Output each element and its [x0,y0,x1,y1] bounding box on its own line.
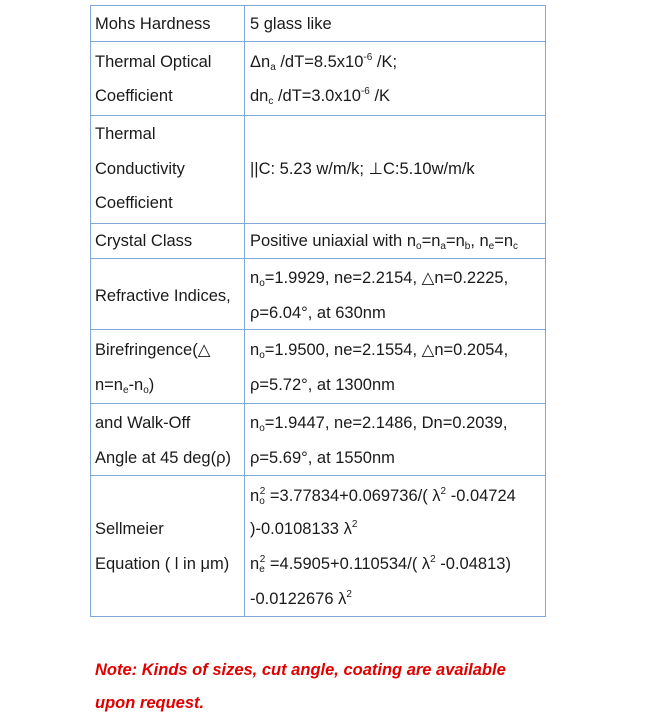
mohs-value: 5 glass like [250,15,332,33]
walkoff-label-2: Angle at 45 deg(ρ) [95,449,231,467]
crystal-class-value: Positive uniaxial with $n_o=n_a=n_b$, $n_e=n_c$ [250,232,519,252]
sellmeier-ne-line-1: $n_e^2 =4.5905+0.110534/$( $\lambda^2$ -0.04813) [250,554,511,575]
row-divider [90,475,546,476]
refractive-1300-line-1: $n_o=1.9500$, ne=2.1554, △n=0.2054, [250,341,509,361]
crystal-class-label: Crystal Class [95,232,193,250]
sellmeier-no-line-2: )-0.0108133 $\lambda^2$ [250,519,358,538]
birefringence-label-1: Birefringence(△ [95,341,211,359]
thermal-optical-label-1: Thermal Optical [95,53,212,71]
thermal-optical-label-2: Coefficient [95,87,173,105]
mohs-label: Mohs Hardness [95,15,211,33]
properties-table [90,5,546,617]
column-divider [244,5,245,617]
dnc-dt-value: $dn_c$ $/dT=3.0x10^{-6}$ /K [250,86,391,107]
thermal-conductivity-label-2: Conductivity [95,160,185,178]
row-divider [90,41,546,42]
row-divider [90,115,546,116]
sellmeier-label-1: Sellmeier [95,520,164,538]
sellmeier-ne-line-2: -0.0122676 $\lambda^2$ [250,589,352,608]
walkoff-label-1: and Walk-Off [95,414,191,432]
thermal-conductivity-value: ||C: 5.23 w/m/k; ⊥C:5.10w/m/k [250,160,475,178]
refractive-1550-line-2: ρ=5.69°, at 1550nm [250,449,395,467]
sellmeier-label-2: Equation ( l in μm) [95,555,230,573]
table-border-right [545,5,546,617]
refractive-1550-line-1: $n_o=1.9447$, ne=2.1486, Dn=0.2039, [250,414,508,434]
refractive-630-line-1: $n_o=1.9929$, ne=2.2154, △n=0.2225, [250,269,509,289]
availability-note-line-1: Note: Kinds of sizes, cut angle, coating are available [95,661,506,679]
thermal-conductivity-label-3: Coefficient [95,194,173,212]
availability-note-line-2: upon request. [95,694,205,712]
row-divider [90,223,546,224]
refractive-indices-label: Refractive Indices, [95,287,231,305]
table-border-top [90,5,546,6]
thermal-conductivity-label-1: Thermal [95,125,156,143]
dna-dt-value: $\Delta n_a$ $/dT=8.5x10^{-6}$ /K; [250,52,398,73]
sellmeier-no-line-1: $n_o^2 =3.77834+0.069736/$( $\lambda^2$ -0.04724 [250,486,516,507]
row-divider [90,403,546,404]
refractive-1300-line-2: ρ=5.72°, at 1300nm [250,376,395,394]
row-divider [90,329,546,330]
row-divider [90,258,546,259]
table-border-bottom [90,616,546,617]
table-border-left [90,5,91,617]
birefringence-label-2: $n=n_e-n_o$) [95,376,155,396]
refractive-630-line-2: ρ=6.04°, at 630nm [250,304,386,322]
